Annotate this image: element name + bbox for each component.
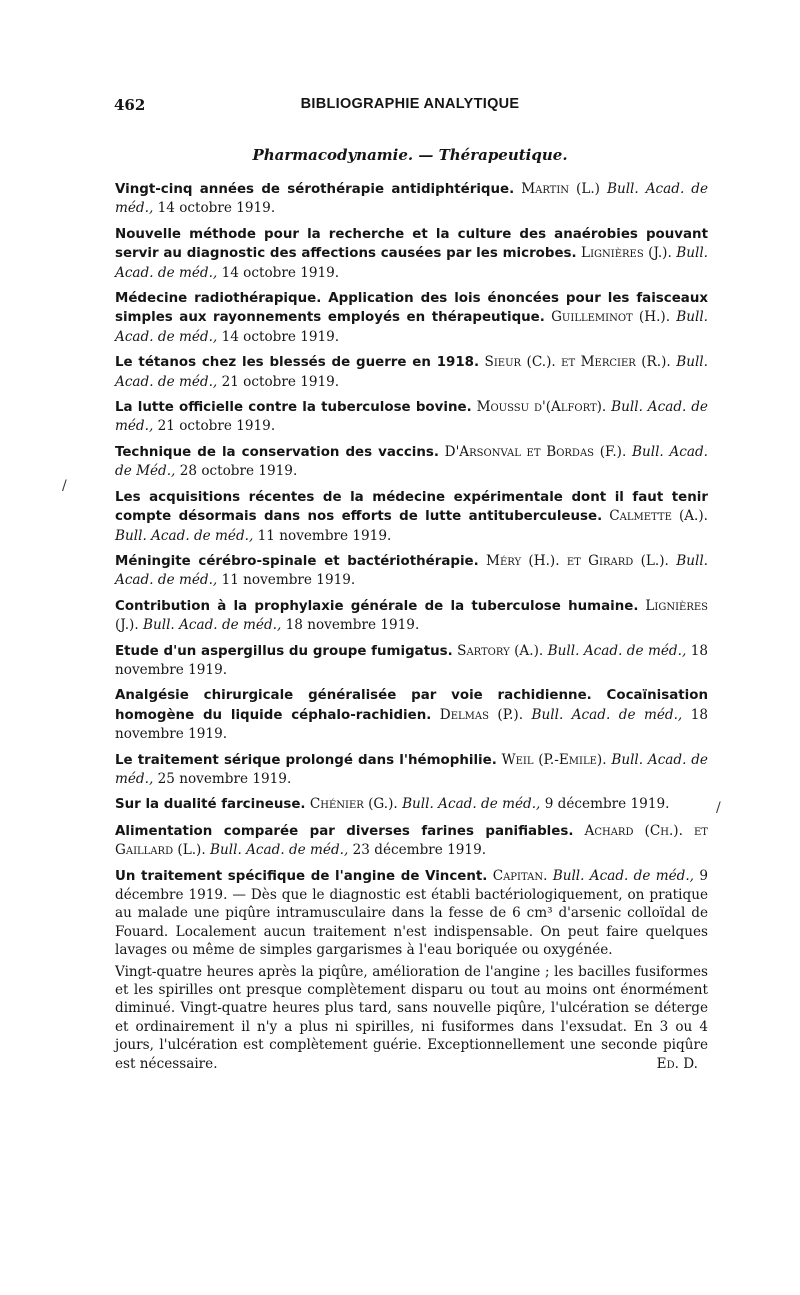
entry-source: Bull. Acad. de Méd., <box>115 443 708 480</box>
bibliography-entry <box>115 642 708 680</box>
entry-author: Guilleminot (H.). <box>551 309 671 326</box>
entry-author: D'Arsonval et Bordas (F.). <box>444 443 627 460</box>
entry-author: Sartory (A.). <box>457 642 544 659</box>
entry-source: Bull. Acad. de méd., <box>531 706 683 723</box>
entry-date: 14 octobre 1919. <box>157 200 276 217</box>
entry-source: Bull. Acad. de méd., <box>115 552 708 589</box>
entry-author: Capitan. <box>492 867 548 884</box>
bibliography-entry <box>115 795 708 814</box>
entry-author: Sieur (C.). et Mercier (R.). <box>484 354 671 371</box>
entry-author: Moussu d'(Alfort). <box>476 399 607 416</box>
entry-title: Vingt-cinq années de sérothérapie antidiphtérique. <box>115 182 515 197</box>
entry-author: Delmas (P.). <box>439 706 524 723</box>
entry-title: Le traitement sérique prolongé dans l'hémophilie. <box>115 752 497 768</box>
entry-title: Médecine radiothérapique. Application des lois énoncées pour les faisceaux simples aux rayonnements employés en thérapeutique. <box>115 291 708 326</box>
entry-source: Bull. Acad. de méd., <box>115 309 708 345</box>
entry-source: Bull. Acad. de méd., <box>547 642 687 659</box>
bibliography-entry <box>115 225 708 282</box>
margin-mark: / <box>716 800 721 816</box>
entry-source: Bull. Acad. de méd., <box>115 181 708 217</box>
entry-author: Lignières (J.). <box>581 245 672 262</box>
entry-source: Bull. Acad. de méd., <box>115 751 708 787</box>
entry-title: Sur la dualité farcineuse. <box>115 797 306 813</box>
entry-author: Achard (Ch.). et Gaillard (L.). <box>115 822 708 859</box>
bibliography-entry <box>115 443 708 481</box>
entry-author: Weil (P.-Emile). <box>501 751 607 768</box>
entry-date: 21 octobre 1919. <box>157 418 276 435</box>
entry-date: 9 décembre 1919. <box>544 796 670 813</box>
entry-title: Contribution à la prophylaxie générale de la tuberculose humaine. <box>115 598 639 614</box>
entry-date: 28 octobre 1919. <box>179 463 298 480</box>
entry-date: 25 novembre 1919. <box>157 770 292 787</box>
entry-source: Bull. Acad. de méd., <box>142 617 282 634</box>
entry-source: Bull. Acad. de méd., <box>115 399 708 435</box>
bibliography-entry <box>115 867 708 1073</box>
entry-author: Calmette (A.). <box>609 508 709 525</box>
entry-title: Un traitement spécifique de l'angine de Vincent. <box>115 868 488 884</box>
entry-summary: Vingt-quatre heures après la piqûre, amélioration de l'angine ; les bacilles fusiformes et les spirilles ont presque complètement disparu ou tout au moins ont énormément diminué. Vingt-quatre heures plus tard, sans nouvelle piqûre, l'ulcération se déterge et ordinairement il n'y a plus ni spirilles, ni fusiformes dans l'exsudat. En 3 ou 4 jours, l'ulcération est complètement guérie. Exceptionnellement une seconde piqûre est nécessaire. <box>115 963 708 1072</box>
entry-title: Technique de la conservation des vaccins. <box>115 444 439 460</box>
entry-date: 18 novembre 1919. <box>285 617 420 634</box>
entry-date: 18 novembre 1919. <box>115 642 709 678</box>
entry-source: Bull. Acad. de méd., <box>210 842 349 859</box>
page-number: 462 <box>114 96 146 114</box>
bibliography-entry <box>115 353 708 391</box>
entry-title: Nouvelle méthode pour la recherche et la culture des anaérobies pouvant servir au diagnostic des affections causées par les microbes. <box>115 226 708 262</box>
entry-signature: Ed. D. <box>656 1055 698 1072</box>
bibliography-entry <box>115 552 708 590</box>
bibliography-entry <box>115 822 708 860</box>
entry-date: 21 octobre 1919. <box>221 373 340 390</box>
entry-title: Etude d'un aspergillus du groupe fumigatus. <box>115 643 453 659</box>
entry-author: Méry (H.). et Girard (L.). <box>486 552 669 569</box>
entry-source: Bull. Acad. de méd., <box>115 245 708 281</box>
page-header <box>110 96 710 118</box>
entry-date: 11 novembre 1919. <box>221 572 356 589</box>
entry-date: 14 octobre 1919. <box>221 264 340 281</box>
entry-summary: — Dès que le diagnostic est établi bactériologiquement, on pratique au malade une piqûre intramusculaire dans la fesse de 6 cm³ d'arsenic colloïdal de Fouard. Localement aucun traitement n'est indispensable. On peut faire quelques lavages ou même de simples gargarismes à l'eau boriquée ou oxygénée. <box>115 887 708 959</box>
entry-title: Analgésie chirurgicale généralisée par voie rachidienne. Cocaïnisation homogène du liquide céphalo-rachidien. <box>115 688 708 723</box>
bibliography-entry <box>115 180 708 218</box>
bibliography-entry <box>115 488 708 545</box>
bibliography-entry <box>115 289 708 346</box>
entry-title: Méningite cérébro-spinale et bactériothérapie. <box>115 553 479 569</box>
entry-title: Le tétanos chez les blessés de guerre en 1918. <box>115 355 480 371</box>
entry-source: Bull. Acad. de méd., <box>402 796 541 813</box>
entry-title: La lutte officielle contre la tuberculose bovine. <box>115 400 472 416</box>
margin-mark: / <box>62 478 67 494</box>
bibliography-entry <box>115 686 708 743</box>
entry-author: Lignières (J.). <box>115 597 709 634</box>
section-title: Pharmacodynamie. — Thérapeutique. <box>252 146 568 164</box>
bibliography-entry <box>115 398 708 436</box>
entry-source: Bull. Acad. de méd., <box>552 867 694 884</box>
entry-author: Chénier (G.). <box>309 796 398 813</box>
entry-title: Alimentation comparée par diverses farines panifiables. <box>115 823 574 839</box>
bibliography-list <box>115 180 708 1080</box>
entry-source: Bull. Acad. de méd., <box>115 354 708 390</box>
entry-date: 23 décembre 1919. <box>352 842 487 859</box>
entry-date: 11 novembre 1919. <box>257 527 392 544</box>
entry-source: Bull. Acad. de méd., <box>115 527 254 544</box>
entry-date: 18 novembre 1919. <box>115 706 709 743</box>
entry-date: 14 octobre 1919. <box>221 328 340 345</box>
entry-author: Martin (L.) <box>521 181 600 197</box>
running-head: BIBLIOGRAPHIE ANALYTIQUE <box>300 96 520 112</box>
entry-date: 9 décembre 1919. <box>115 867 708 903</box>
entry-title: Les acquisitions récentes de la médecine expérimentale dont il faut tenir compte désormais dans nos efforts de lutte antituberculeuse. <box>115 489 708 525</box>
bibliography-entry <box>115 751 708 789</box>
bibliography-entry <box>115 597 708 635</box>
